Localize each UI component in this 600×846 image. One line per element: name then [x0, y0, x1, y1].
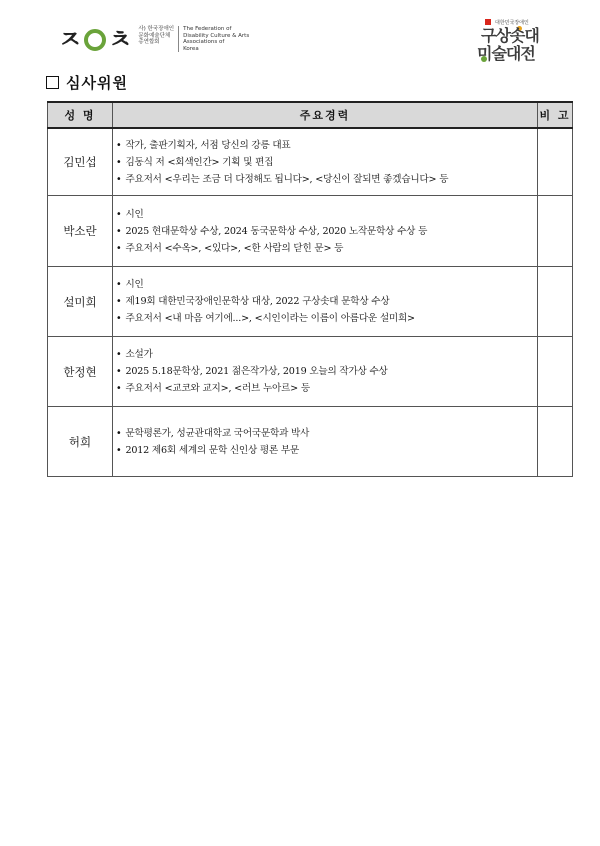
juror-name: 허희	[48, 407, 113, 477]
federation-name-kr	[138, 26, 174, 46]
juror-note	[538, 337, 573, 407]
career-item: • 주요저서 <우리는 조금 더 다정해도 됩니다>, <당신이 잘되면 좋겠습니다> 등	[116, 171, 537, 188]
juror-note	[538, 407, 573, 477]
logo-divider	[178, 26, 179, 52]
federation-name-kr-line: 총연합회	[138, 39, 160, 45]
federation-name-kr-line: 사) 한국장애인	[138, 26, 175, 32]
juror-career	[113, 337, 538, 407]
career-item: • 2025 현대문학상 수상, 2024 동국문학상 수상, 2020 노작문학상 수상 등	[116, 223, 537, 240]
section-title: 심사위원	[66, 74, 128, 92]
federation-logo-text	[138, 26, 249, 52]
career-item: • 제19회 대한민국장애인문학상 대상, 2022 구상솟대 문학상 수상	[116, 293, 537, 310]
juror-career	[113, 128, 538, 196]
career-list	[116, 346, 537, 397]
jury-table	[47, 101, 573, 477]
federation-logo	[58, 26, 249, 52]
header-note: 비 고	[538, 102, 573, 128]
header-name: 성 명	[48, 102, 113, 128]
table-row	[48, 337, 573, 407]
juror-name: 박소란	[48, 196, 113, 267]
art-contest-logo-subtitle: 대한민국장애인	[495, 20, 529, 26]
career-item: • 소설가	[116, 346, 537, 363]
federation-name-en	[183, 26, 249, 52]
career-item: • 2025 5.18문학상, 2021 젊은작가상, 2019 오늘의 작가상 수상	[116, 363, 537, 380]
juror-note	[538, 196, 573, 267]
section-heading	[46, 72, 128, 93]
career-item: • 시인	[116, 206, 537, 223]
career-item: • 주요저서 <수옥>, <있다>, <한 사람의 닫힌 문> 등	[116, 240, 537, 257]
page-header	[0, 0, 600, 70]
federation-name-kr-line: 문화예술단체	[138, 32, 171, 39]
juror-note	[538, 267, 573, 337]
logo-mark-char-2: ㅊ	[108, 24, 133, 54]
table-row	[48, 407, 573, 477]
table-header-row	[48, 102, 573, 128]
table-row	[48, 128, 573, 196]
table-row	[48, 267, 573, 337]
art-contest-logo-line2: 미술대전	[477, 44, 535, 63]
federation-logo-mark	[58, 24, 133, 54]
federation-name-en-line: The Federation of	[183, 26, 232, 32]
logo-red-square	[485, 19, 491, 25]
square-box-icon	[46, 76, 59, 89]
logo-mark-char-1: ㅈ	[58, 24, 83, 54]
career-list	[116, 276, 537, 327]
federation-name-en-line: Disability Culture & Arts	[183, 32, 250, 39]
juror-name: 김민섭	[48, 128, 113, 196]
header-career: 주요경력	[113, 102, 538, 128]
art-contest-logo-line1: 구상솟대	[481, 26, 539, 45]
career-list	[116, 425, 537, 459]
table-row	[48, 196, 573, 267]
juror-note	[538, 128, 573, 196]
juror-career	[113, 407, 538, 477]
career-item: • 2012 제6회 세계의 문학 신인상 평론 부문	[116, 442, 537, 459]
career-list	[116, 206, 537, 257]
career-item: • 주요저서 <교코와 교지>, <러브 누아르> 등	[116, 380, 537, 397]
juror-name: 설미희	[48, 267, 113, 337]
juror-career	[113, 267, 538, 337]
art-contest-logo	[477, 14, 541, 64]
career-list	[116, 137, 537, 188]
federation-name-en-line: Korea	[183, 45, 199, 52]
career-item: • 김동식 저 <회색인간> 기획 및 편집	[116, 154, 537, 171]
juror-career	[113, 196, 538, 267]
juror-name: 한정현	[48, 337, 113, 407]
logo-mark-circle	[84, 29, 106, 51]
career-item: • 문학평론가, 성균관대학교 국어국문학과 박사	[116, 425, 537, 442]
career-item: • 작가, 출판기획자, 서점 당신의 강릉 대표	[116, 137, 537, 154]
federation-name-en-line: Associations of	[183, 39, 225, 45]
career-item: • 주요저서 <내 마음 여기에...>, <시인이라는 이름이 아름다운 설미희>	[116, 310, 537, 327]
career-item: • 시인	[116, 276, 537, 293]
